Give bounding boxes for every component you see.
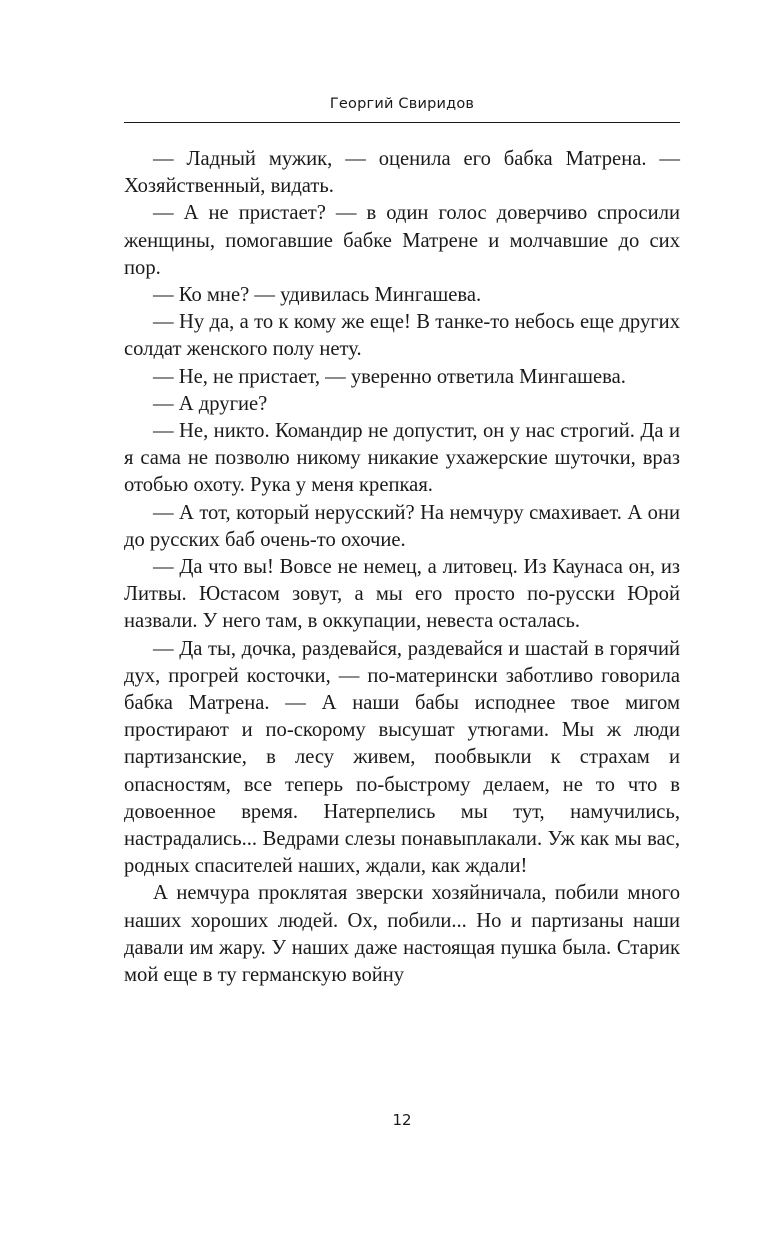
paragraph: — Не, не пристает, — уверенно ответила Мингашева. (153, 365, 626, 388)
body-text (124, 146, 680, 989)
paragraph: — А другие? (153, 392, 268, 415)
header-rule (124, 122, 680, 123)
page-number: 12 (392, 1111, 412, 1129)
paragraph: — Да ты, дочка, раздевайся, раздевайся и шастай в горячий дух, прогрей косточки, — по-матерински заботливо говорила бабка Матрена. — А наши бабы исподнее твое мигом простирают и по-скорому высушат утюгами. Мы ж люди партизанские, в лесу живем, пообвыкли к страхам и опасностям, все теперь по-быстрому делаем, не то что в довоенное время. Натерпелись мы тут, намучились, настрадались... Ведрами слезы понавыплакали. Уж как мы вас, родных спасителей наших, ждали, как ждали! (124, 637, 680, 878)
running-head: Георгий Свиридов (329, 96, 475, 112)
paragraph: — Ко мне? — удивилась Мингашева. (153, 284, 482, 307)
paragraph: — Не, никто. Командир не допустит, он у нас строгий. Да и я сама не позволю никому никакие ухажерские шуточки, враз отобью охоту. Рука у меня крепкая. (124, 420, 680, 497)
paragraph: — Ну да, а то к кому же еще! В танке-то небось еще других солдат женского полу нету. (124, 311, 680, 361)
paragraph: А немчура проклятая зверски хозяйничала, побили много наших хороших людей. Ох, побили... Но и партизаны наши давали им жару. У наших даже настоящая пушка была. Старик мой еще в ту германскую войну (124, 882, 680, 987)
paragraph: — Да что вы! Вовсе не немец, а литовец. Из Каунаса он, из Литвы. Юстасом зовут, а мы его просто по-русски Юрой назвали. У него там, в оккупации, невеста осталась. (124, 556, 680, 633)
paragraph: — А тот, который нерусский? На немчуру смахивает. А они до русских баб очень-то охочие. (124, 501, 680, 551)
paragraph: — А не пристает? — в один голос доверчиво спросили женщины, помогавшие бабке Матрене и молчавшие до сих пор. (124, 202, 680, 279)
paragraph: — Ладный мужик, — оценила его бабка Матрена. — Хозяйственный, видать. (124, 148, 680, 198)
